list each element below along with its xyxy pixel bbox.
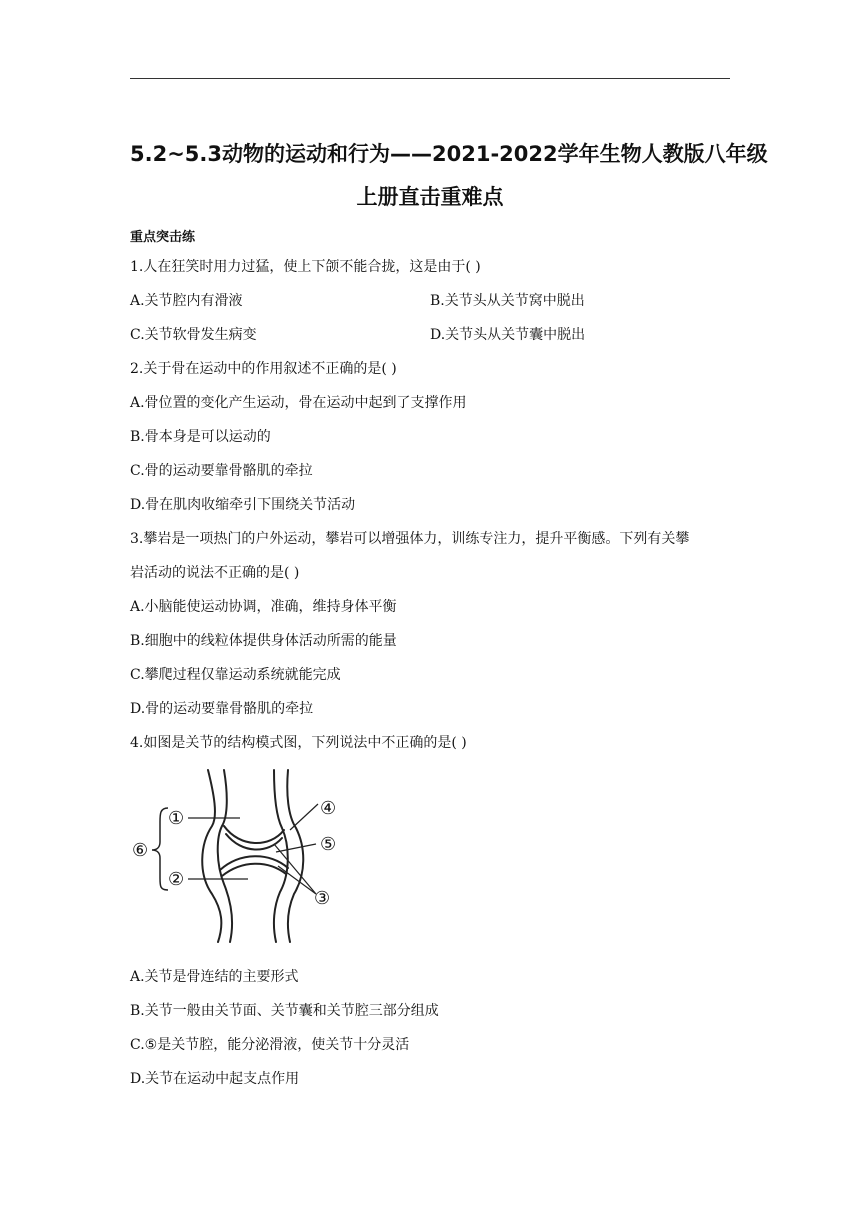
figure-label-1: ① <box>168 808 185 829</box>
section-heading: 重点突击练 <box>130 230 196 245</box>
question-4-option-d: D.关节在运动中起支点作用 <box>130 1071 300 1087</box>
figure-label-4: ④ <box>320 798 337 819</box>
question-3-option-b: B.细胞中的线粒体提供身体活动所需的能量 <box>130 633 397 649</box>
question-2-option-d: D.骨在肌肉收缩牵引下围绕关节活动 <box>130 497 356 513</box>
figure-label-3: ③ <box>314 888 331 909</box>
question-3-option-a: A.小脑能使运动协调，准确，维持身体平衡 <box>130 599 397 615</box>
question-3-stem-line2: 岩活动的说法不正确的是( ) <box>130 565 300 581</box>
question-1-option-d: D.关节头从关节囊中脱出 <box>430 327 586 343</box>
question-1-stem: 1.人在狂笑时用力过猛，使上下颌不能合拢，这是由于( ) <box>130 259 481 275</box>
figure-label-2: ② <box>168 869 185 890</box>
question-2-stem: 2.关于骨在运动中的作用叙述不正确的是( ) <box>130 361 397 377</box>
question-4-option-b: B.关节一般由关节面、关节囊和关节腔三部分组成 <box>130 1003 439 1019</box>
question-1-option-a: A.关节腔内有滑液 <box>130 293 243 309</box>
question-2-option-c: C.骨的运动要靠骨骼肌的牵拉 <box>130 463 313 479</box>
joint-structure-diagram <box>130 764 350 948</box>
question-4-option-c: C.⑤是关节腔，能分泌滑液，使关节十分灵活 <box>130 1037 410 1053</box>
question-3-stem-line1: 3.攀岩是一项热门的户外运动，攀岩可以增强体力，训练专注力，提升平衡感。下列有关攀 <box>130 531 690 547</box>
question-4-option-a: A.关节是骨连结的主要形式 <box>130 969 299 985</box>
figure-label-6: ⑥ <box>132 840 149 861</box>
question-1-option-c: C.关节软骨发生病变 <box>130 327 257 343</box>
question-3-option-c: C.攀爬过程仅靠运动系统就能完成 <box>130 667 341 683</box>
question-1-option-b: B.关节头从关节窝中脱出 <box>430 293 585 309</box>
header-rule <box>130 78 730 79</box>
question-2-option-a: A.骨位置的变化产生运动，骨在运动中起到了支撑作用 <box>130 395 467 411</box>
document-title-line2: 上册直击重难点 <box>356 185 504 209</box>
document-title-line1: 5.2~5.3动物的运动和行为——2021-2022学年生物人教版八年级 <box>130 142 768 166</box>
question-2-option-b: B.骨本身是可以运动的 <box>130 429 271 445</box>
question-3-option-d: D.骨的运动要靠骨骼肌的牵拉 <box>130 701 314 717</box>
figure-label-5: ⑤ <box>320 834 337 855</box>
question-4-stem: 4.如图是关节的结构模式图，下列说法中不正确的是( ) <box>130 735 467 751</box>
